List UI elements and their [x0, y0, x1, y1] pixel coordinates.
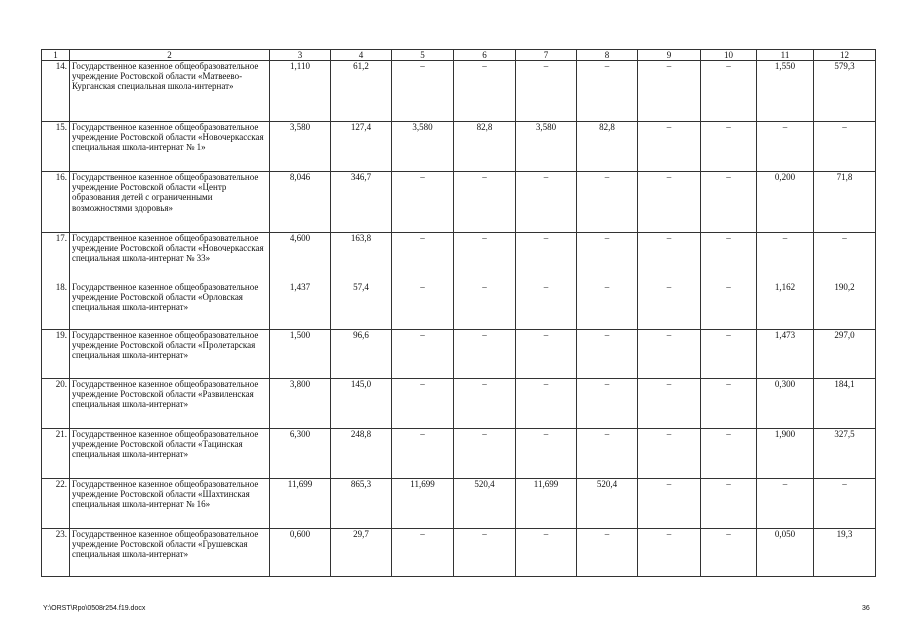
row-number: 18.	[42, 282, 70, 330]
value-cell: 520,4	[577, 479, 638, 529]
value-cell: 57,4	[331, 282, 392, 330]
value-cell: 0,200	[757, 172, 814, 233]
value-cell: 248,8	[331, 429, 392, 479]
value-cell: 184,1	[814, 379, 876, 429]
value-cell: –	[454, 61, 516, 122]
value-cell: –	[638, 429, 701, 479]
value-cell: 3,580	[516, 122, 577, 172]
value-cell: –	[701, 479, 757, 529]
table-row	[42, 529, 876, 577]
value-cell: –	[454, 233, 516, 282]
value-cell: –	[392, 529, 454, 577]
institution-name: Государственное казенное общеобразовательное учреждение Ростовской области «Грушевская специальная школа-интернат»	[70, 529, 270, 577]
value-cell: –	[392, 429, 454, 479]
row-number: 20.	[42, 379, 70, 429]
value-cell: –	[701, 282, 757, 330]
value-cell: –	[577, 379, 638, 429]
value-cell: 127,4	[331, 122, 392, 172]
value-cell: 3,800	[270, 379, 331, 429]
header-cell: 10	[701, 50, 757, 61]
value-cell: –	[577, 61, 638, 122]
value-cell: 163,8	[331, 233, 392, 282]
value-cell: –	[701, 61, 757, 122]
row-number: 23.	[42, 529, 70, 577]
value-cell: 82,8	[577, 122, 638, 172]
value-cell: –	[814, 233, 876, 282]
value-cell: 4,600	[270, 233, 331, 282]
value-cell: 1,500	[270, 330, 331, 379]
value-cell: 96,6	[331, 330, 392, 379]
value-cell: –	[814, 122, 876, 172]
value-cell: –	[577, 429, 638, 479]
value-cell: –	[454, 529, 516, 577]
table-row	[42, 330, 876, 379]
value-cell: –	[392, 233, 454, 282]
value-cell: –	[701, 122, 757, 172]
value-cell: –	[454, 172, 516, 233]
value-cell: –	[638, 379, 701, 429]
value-cell: –	[454, 282, 516, 330]
value-cell: –	[638, 479, 701, 529]
value-cell: –	[577, 233, 638, 282]
value-cell: –	[638, 330, 701, 379]
value-cell: –	[516, 172, 577, 233]
table-row	[42, 172, 876, 233]
value-cell: 865,3	[331, 479, 392, 529]
value-cell: 0,600	[270, 529, 331, 577]
value-cell: –	[392, 282, 454, 330]
institution-name: Государственное казенное общеобразовательное учреждение Ростовской области «Шахтинская специальная школа-интернат № 16»	[70, 479, 270, 529]
value-cell: –	[392, 172, 454, 233]
table-row	[42, 429, 876, 479]
header-cell: 6	[454, 50, 516, 61]
value-cell: 11,699	[270, 479, 331, 529]
header-cell: 1	[42, 50, 70, 61]
value-cell: –	[757, 479, 814, 529]
institution-name: Государственное казенное общеобразовательное учреждение Ростовской области «Тацинская специальная школа-интернат»	[70, 429, 270, 479]
header-cell: 3	[270, 50, 331, 61]
value-cell: –	[638, 233, 701, 282]
value-cell: –	[701, 172, 757, 233]
value-cell: –	[516, 282, 577, 330]
value-cell: –	[638, 172, 701, 233]
value-cell: 11,699	[392, 479, 454, 529]
value-cell: 520,4	[454, 479, 516, 529]
institution-name: Государственное казенное общеобразовательное учреждение Ростовской области «Пролетарская специальная школа-интернат»	[70, 330, 270, 379]
value-cell: –	[516, 529, 577, 577]
value-cell: –	[757, 233, 814, 282]
header-row	[42, 50, 876, 61]
header-cell: 5	[392, 50, 454, 61]
table-row	[42, 282, 876, 330]
value-cell: 190,2	[814, 282, 876, 330]
institution-name: Государственное казенное общеобразовательное учреждение Ростовской области «Новочеркасская специальная школа-интернат № 33»	[70, 233, 270, 282]
value-cell: –	[638, 282, 701, 330]
table-row	[42, 61, 876, 122]
table-row	[42, 122, 876, 172]
table-row	[42, 479, 876, 529]
header-cell: 2	[70, 50, 270, 61]
institution-name: Государственное казенное общеобразовательное учреждение Ростовской области «Центр образования детей с ограниченными возможностями здоровья»	[70, 172, 270, 233]
value-cell: –	[516, 233, 577, 282]
row-number: 15.	[42, 122, 70, 172]
value-cell: 1,550	[757, 61, 814, 122]
row-number: 22.	[42, 479, 70, 529]
header-cell: 8	[577, 50, 638, 61]
value-cell: 0,050	[757, 529, 814, 577]
value-cell: 1,900	[757, 429, 814, 479]
row-number: 14.	[42, 61, 70, 122]
value-cell: –	[392, 330, 454, 379]
value-cell: 327,5	[814, 429, 876, 479]
value-cell: –	[392, 61, 454, 122]
header-cell: 7	[516, 50, 577, 61]
value-cell: –	[757, 122, 814, 172]
value-cell: –	[516, 61, 577, 122]
value-cell: –	[577, 529, 638, 577]
data-table	[41, 49, 876, 577]
row-number: 16.	[42, 172, 70, 233]
header-cell: 4	[331, 50, 392, 61]
value-cell: 297,0	[814, 330, 876, 379]
value-cell: –	[454, 429, 516, 479]
value-cell: 1,162	[757, 282, 814, 330]
institution-name: Государственное казенное общеобразовательное учреждение Ростовской области «Орловская специальная школа-интернат»	[70, 282, 270, 330]
value-cell: 145,0	[331, 379, 392, 429]
value-cell: 1,473	[757, 330, 814, 379]
institution-name: Государственное казенное общеобразовательное учреждение Ростовской области «Новочеркасская специальная школа-интернат № 1»	[70, 122, 270, 172]
value-cell: 3,580	[392, 122, 454, 172]
value-cell: –	[701, 529, 757, 577]
row-number: 21.	[42, 429, 70, 479]
value-cell: –	[516, 379, 577, 429]
value-cell: –	[577, 172, 638, 233]
institution-name: Государственное казенное общеобразовательное учреждение Ростовской области «Матвеево-Курганская специальная школа-интернат»	[70, 61, 270, 122]
row-number: 17.	[42, 233, 70, 282]
value-cell: 3,580	[270, 122, 331, 172]
header-cell: 9	[638, 50, 701, 61]
header-cell: 11	[757, 50, 814, 61]
value-cell: 6,300	[270, 429, 331, 479]
value-cell: 71,8	[814, 172, 876, 233]
value-cell: –	[454, 330, 516, 379]
value-cell: –	[454, 379, 516, 429]
value-cell: 1,437	[270, 282, 331, 330]
value-cell: 0,300	[757, 379, 814, 429]
table-row	[42, 233, 876, 282]
value-cell: 8,046	[270, 172, 331, 233]
value-cell: 346,7	[331, 172, 392, 233]
value-cell: –	[577, 330, 638, 379]
value-cell: –	[516, 429, 577, 479]
value-cell: –	[638, 529, 701, 577]
value-cell: –	[577, 282, 638, 330]
value-cell: 11,699	[516, 479, 577, 529]
value-cell: 19,3	[814, 529, 876, 577]
table-row	[42, 379, 876, 429]
value-cell: –	[638, 122, 701, 172]
value-cell: –	[701, 379, 757, 429]
institution-name: Государственное казенное общеобразовательное учреждение Ростовской области «Развиленская специальная школа-интернат»	[70, 379, 270, 429]
value-cell: –	[701, 429, 757, 479]
value-cell: –	[392, 379, 454, 429]
value-cell: 82,8	[454, 122, 516, 172]
value-cell: –	[516, 330, 577, 379]
value-cell: –	[814, 479, 876, 529]
value-cell: 61,2	[331, 61, 392, 122]
value-cell: –	[638, 61, 701, 122]
row-number: 19.	[42, 330, 70, 379]
document-path: Y:\ORST\Rpo\0508r254.f19.docx	[43, 605, 146, 612]
page-number: 36	[862, 605, 870, 612]
value-cell: 29,7	[331, 529, 392, 577]
value-cell: –	[701, 233, 757, 282]
header-cell: 12	[814, 50, 876, 61]
value-cell: –	[701, 330, 757, 379]
value-cell: 1,110	[270, 61, 331, 122]
value-cell: 579,3	[814, 61, 876, 122]
